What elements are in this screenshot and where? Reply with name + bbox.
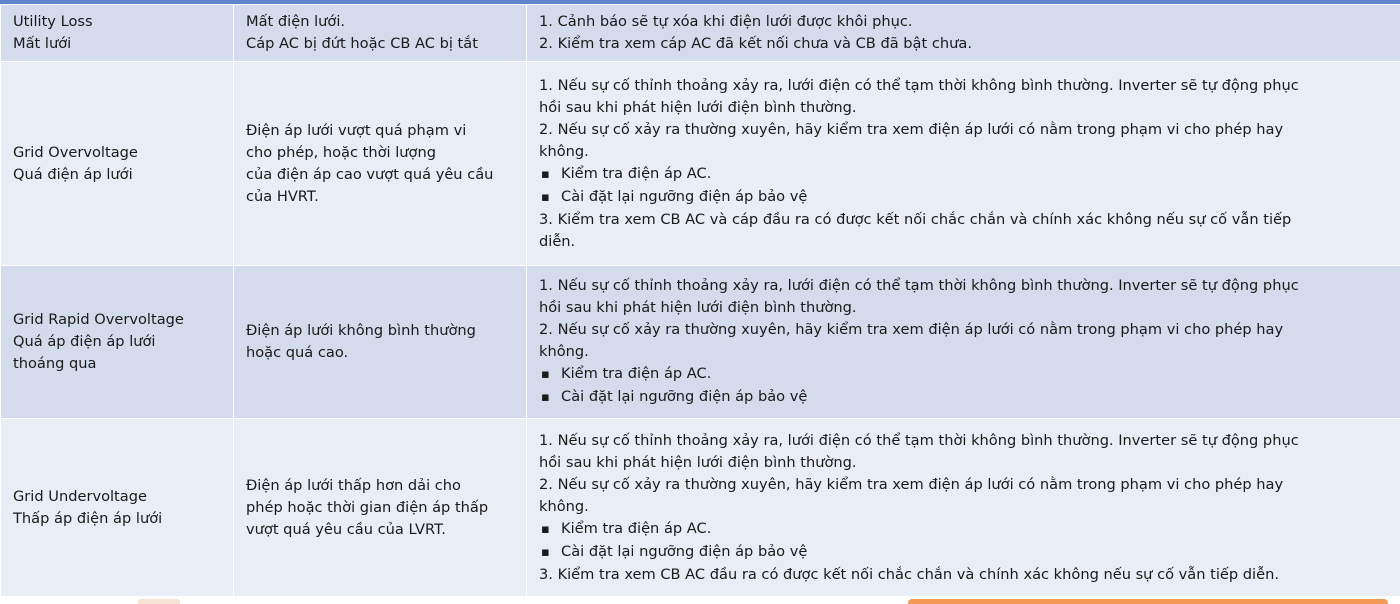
solution-bullet-item: ▪ Kiểm tra điện áp AC. <box>539 518 1400 541</box>
solution-line: 1. Nếu sự cố thỉnh thoảng xảy ra, lưới điện có thể tạm thời không bình thường. Inverter sẽ tự động phục <box>539 76 1299 94</box>
solution-line: diễn. <box>539 232 576 250</box>
cause-line: vượt quá yêu cầu của LVRT. <box>246 520 446 538</box>
solution-line: 3. Kiểm tra xem CB AC đầu ra có được kết nối chắc chắn và chính xác không nếu sự cố vẫn tiếp diễn. <box>539 565 1279 583</box>
alarm-name-cell <box>1 62 234 266</box>
solution-line: 2. Kiểm tra xem cáp AC đã kết nối chưa và CB đã bật chưa. <box>539 35 972 52</box>
table-row <box>1 62 1400 266</box>
solution-cell <box>527 62 1400 266</box>
solution-line: 2. Nếu sự cố xảy ra thường xuyên, hãy kiểm tra xem điện áp lưới có nằm trong phạm vi cho phép hay <box>539 120 1284 138</box>
solution-line: không. <box>539 497 589 515</box>
cause-line: của điện áp cao vượt quá yêu cầu <box>246 165 494 183</box>
solution-line: hồi sau khi phát hiện lưới điện bình thường. <box>539 453 857 471</box>
cause-line: Mất điện lưới. <box>246 13 346 30</box>
solution-cell <box>527 266 1400 419</box>
table-row <box>1 5 1400 62</box>
cause-line: cho phép, hoặc thời lượng <box>246 143 436 161</box>
fault-troubleshooting-table <box>0 4 1400 597</box>
cause-line: của HVRT. <box>246 187 319 205</box>
alarm-name-line: Grid Undervoltage <box>13 487 147 505</box>
solution-line: 2. Nếu sự cố xảy ra thường xuyên, hãy kiểm tra xem điện áp lưới có nằm trong phạm vi cho phép hay <box>539 321 1284 338</box>
alarm-name-cell <box>1 5 234 62</box>
solution-line: không. <box>539 343 589 360</box>
table-row <box>1 419 1400 597</box>
solution-bullet-item: ▪ Kiểm tra điện áp AC. <box>539 163 1400 186</box>
solution-line: 1. Cảnh báo sẽ tự xóa khi điện lưới được khôi phục. <box>539 13 913 30</box>
solution-cell <box>527 5 1400 62</box>
cause-cell <box>234 266 527 419</box>
solution-bullet-item: ▪ Kiểm tra điện áp AC. <box>539 363 1400 386</box>
alarm-name-line: Quá áp điện áp lưới <box>13 333 156 350</box>
solution-line: không. <box>539 142 589 160</box>
alarm-name-cell <box>1 419 234 597</box>
cause-cell <box>234 419 527 597</box>
solution-bullet-item: ▪ Cài đặt lại ngưỡng điện áp bảo vệ <box>539 541 1400 564</box>
cause-cell <box>234 62 527 266</box>
solution-line: 3. Kiểm tra xem CB AC và cáp đầu ra có được kết nối chắc chắn và chính xác không nếu sự cố vẫn tiếp <box>539 210 1292 228</box>
solution-line: 1. Nếu sự cố thỉnh thoảng xảy ra, lưới điện có thể tạm thời không bình thường. Inverter sẽ tự động phục <box>539 431 1299 449</box>
alarm-name-line: Thấp áp điện áp lưới <box>13 509 163 527</box>
alarm-name-cell <box>1 266 234 419</box>
alarm-name-line: Quá điện áp lưới <box>13 165 133 183</box>
cause-line: phép hoặc thời gian điện áp thấp <box>246 498 489 516</box>
solution-line: hồi sau khi phát hiện lưới điện bình thường. <box>539 98 857 116</box>
alarm-name-line: Grid Overvoltage <box>13 143 138 161</box>
table-row <box>1 266 1400 419</box>
cause-line: Cáp AC bị đứt hoặc CB AC bị tắt <box>246 35 478 52</box>
cause-line: Điện áp lưới vượt quá phạm vi <box>246 121 467 139</box>
cause-line: hoặc quá cao. <box>246 344 349 361</box>
cause-cell <box>234 5 527 62</box>
decorative-accent-left <box>138 599 180 604</box>
solution-bullet-item: ▪ Cài đặt lại ngưỡng điện áp bảo vệ <box>539 186 1400 209</box>
solution-bullet-item: ▪ Cài đặt lại ngưỡng điện áp bảo vệ <box>539 386 1400 409</box>
solution-line: hồi sau khi phát hiện lưới điện bình thường. <box>539 299 857 316</box>
cause-line: Điện áp lưới không bình thường <box>246 322 476 339</box>
decorative-accent-right <box>908 599 1388 604</box>
alarm-name-line: Utility Loss <box>13 13 93 30</box>
table-body <box>1 5 1400 597</box>
alarm-name-line: thoáng qua <box>13 355 97 372</box>
solution-line: 2. Nếu sự cố xảy ra thường xuyên, hãy kiểm tra xem điện áp lưới có nằm trong phạm vi cho phép hay <box>539 475 1284 493</box>
alarm-name-line: Grid Rapid Overvoltage <box>13 311 184 328</box>
solution-cell <box>527 419 1400 597</box>
alarm-name-line: Mất lưới <box>13 35 72 52</box>
solution-line: 1. Nếu sự cố thỉnh thoảng xảy ra, lưới điện có thể tạm thời không bình thường. Inverter sẽ tự động phục <box>539 277 1299 294</box>
cause-line: Điện áp lưới thấp hơn dải cho <box>246 476 461 494</box>
